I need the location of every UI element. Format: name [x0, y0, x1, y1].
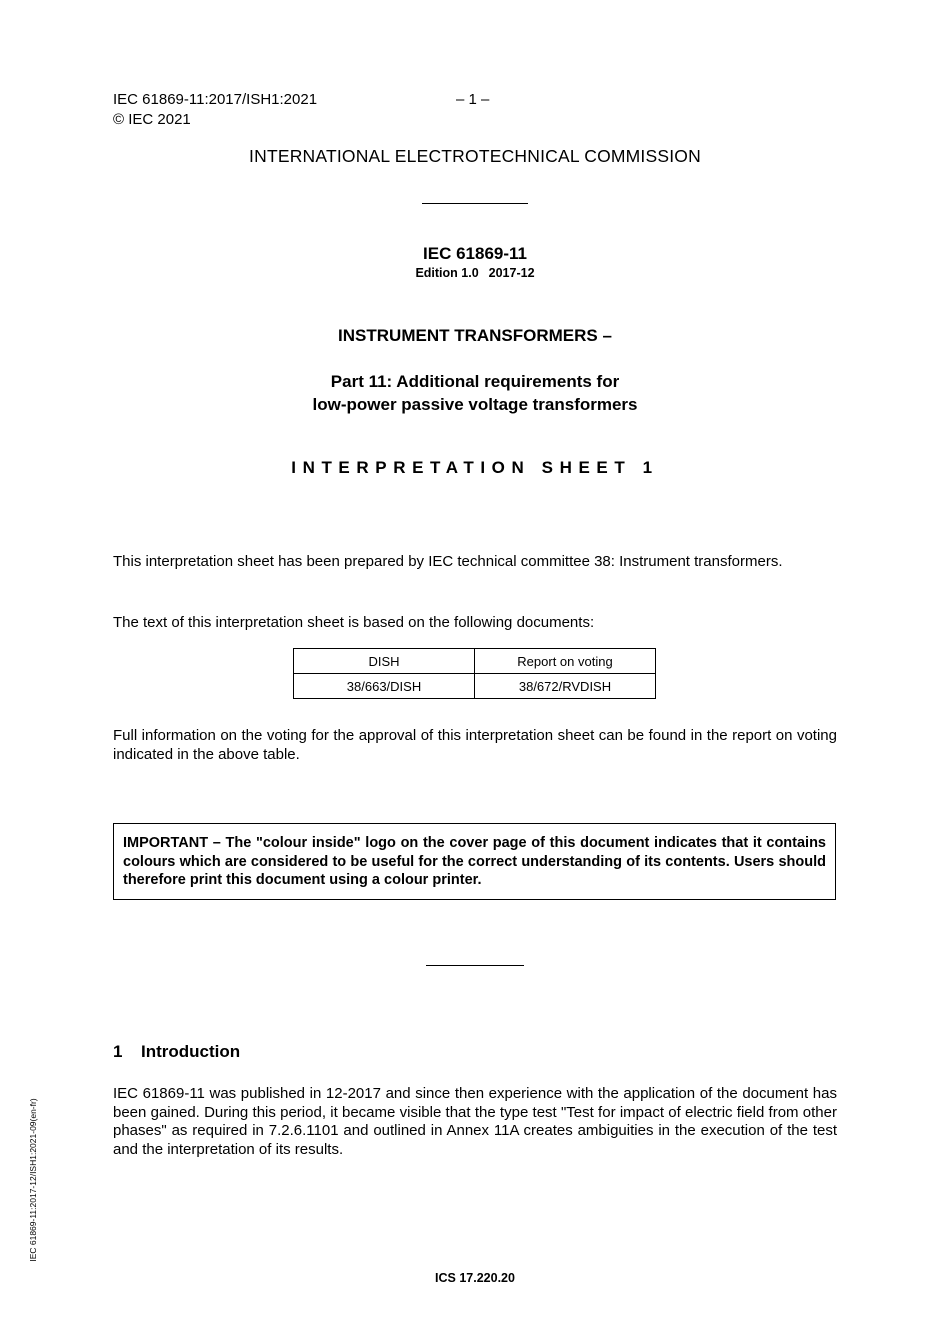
side-document-label: IEC 61869-11:2017-12/ISH1:2021-09(en-fr) — [28, 1098, 38, 1262]
table-cell: 38/672/RVDISH — [475, 674, 656, 699]
edition-date: 2017-12 — [488, 266, 535, 280]
section-heading — [113, 1042, 240, 1062]
table-header-row — [294, 649, 656, 674]
table-row — [294, 674, 656, 699]
page-number: – 1 – — [456, 91, 490, 108]
document-header — [113, 90, 317, 130]
standard-number: IEC 61869-11 — [423, 244, 527, 263]
prepared-by-paragraph: This interpretation sheet has been prepared by IEC technical committee 38: Instrument transformers. — [113, 553, 783, 570]
part-title — [0, 370, 950, 416]
part-title-line-2: low-power passive voltage transformers — [312, 395, 638, 414]
interpretation-sheet-title: INTERPRETATION SHEET 1 — [291, 458, 659, 477]
copyright-notice: © IEC 2021 — [113, 111, 191, 128]
edition-info — [0, 266, 950, 280]
organization-name: INTERNATIONAL ELECTROTECHNICAL COMMISSION — [249, 146, 701, 166]
table-cell: 38/663/DISH — [294, 674, 475, 699]
divider-top — [422, 203, 528, 204]
document-title: INSTRUMENT TRANSFORMERS – — [338, 326, 612, 345]
document-reference: IEC 61869-11:2017/ISH1:2021 — [113, 91, 318, 108]
introduction-paragraph: IEC 61869-11 was published in 12-2017 and since then experience with the application of the document has been gained. During this period, it became visible that the type test "Test for impact of electric field from other phases" as required in 7.2.6.1101 and outlined in Annex 11A creates ambiguities in the execution of the test and the interpretation of its results. — [113, 1085, 837, 1158]
divider-bottom — [426, 965, 524, 966]
based-on-paragraph: The text of this interpretation sheet is based on the following documents: — [113, 614, 595, 631]
edition-label: Edition 1.0 — [415, 266, 479, 280]
table-header-cell: Report on voting — [475, 649, 656, 674]
voting-documents-table — [293, 648, 656, 699]
ics-code: ICS 17.220.20 — [435, 1271, 515, 1285]
table-header-cell: DISH — [294, 649, 475, 674]
important-notice-box: IMPORTANT – The "colour inside" logo on the cover page of this document indicates that it contains colours which are considered to be useful for the correct understanding of its contents. Users should therefore print this document using a colour printer. — [113, 823, 836, 900]
full-info-paragraph: Full information on the voting for the approval of this interpretation sheet can be found in the report on voting indicated in the above table. — [113, 727, 837, 763]
section-title: Introduction — [141, 1042, 241, 1061]
part-title-line-1: Part 11: Additional requirements for — [330, 372, 620, 391]
section-number: 1 — [113, 1042, 123, 1061]
